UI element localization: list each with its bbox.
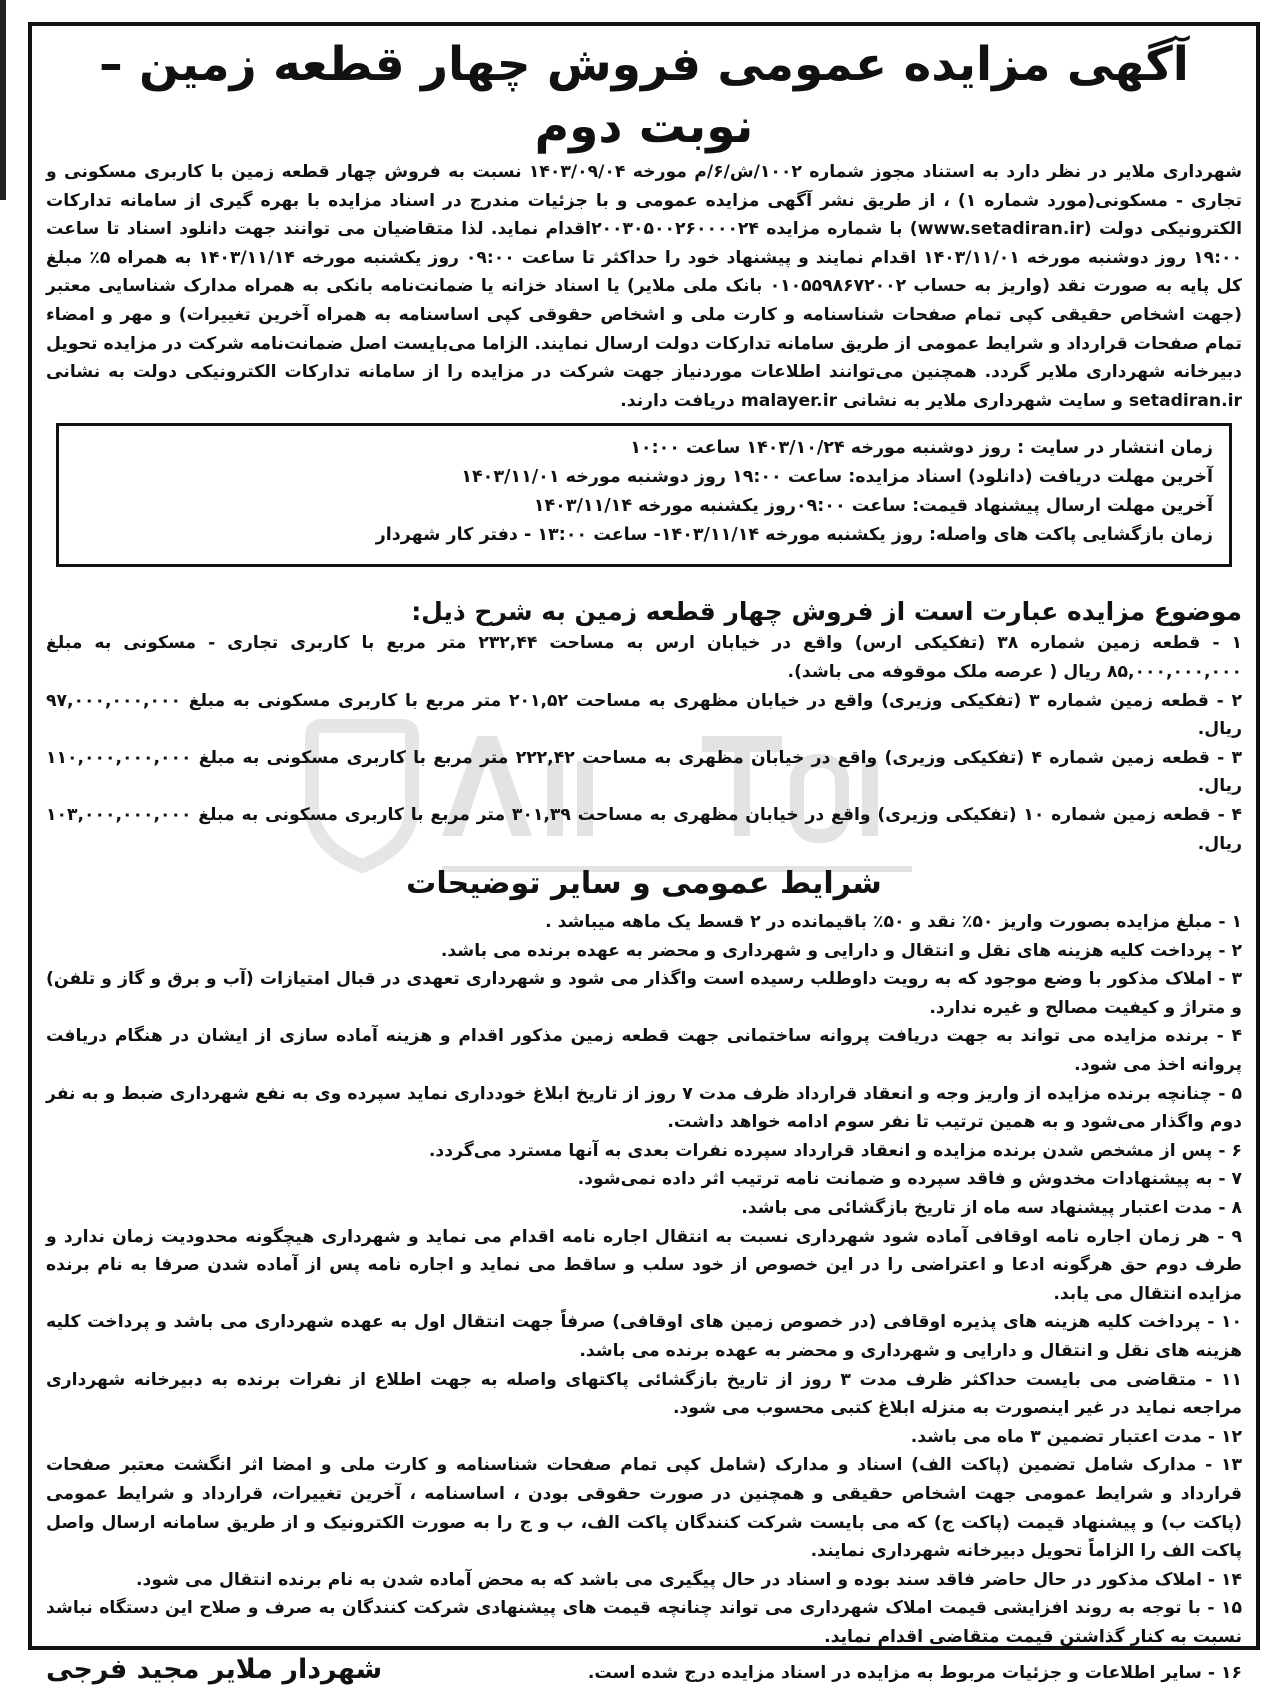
term-item: ۱ - مبلغ مزایده بصورت واریز ۵۰٪ نقد و ۵۰٪ باقیمانده در ۲ قسط یک ماهه میباشد . <box>545 912 1242 933</box>
term-item: ۲ - پرداخت کلیه هزینه های نقل و انتقال و دارایی و شهرداری و محضر به عهده برنده می باشد. <box>440 940 1242 961</box>
terms-heading: شرایط عمومی و سایر توضیحات <box>406 866 882 902</box>
ad-content <box>46 34 1242 1688</box>
mayor-signature: شهردار ملایر مجید فرجی <box>46 1653 383 1685</box>
term-item: ۱۵ - با توجه به روند افزایشی قیمت املاک شهرداری می تواند چنانچه قیمت های پیشنهادی شرکت کنندگان به صرف و صلاح این دستگاه نباشد نسبت به کنار گذاشتن قیمت متقاضی اقدام نماید. <box>46 1598 1242 1647</box>
ad-title: آگهی مزایده عمومی فروش چهار قطعه زمین – نوبت دوم <box>99 37 1189 154</box>
term-item: ۱۶ - سایر اطلاعات و جزئیات مربوط به مزایده در اسناد مزایده درج شده است. <box>587 1662 1242 1683</box>
parcel-item: ۲ - قطعه زمین شماره ۳ (تفکیکی وزیری) واقع در خیابان مظهری به مساحت ۲۰۱,۵۲ متر مربع با کاربری مسکونی به مبلغ ۹۷,۰۰۰,۰۰۰,۰۰۰ ریال. <box>46 690 1242 740</box>
term-item: ۱۳ - مدارک شامل تضمین (پاکت الف) اسناد و مدارک (شامل کپی تمام صفحات شناسنامه و کارت ملی و امضا اثر انگشت معتبر صفحات قرارداد و شرایط عمومی جهت اشخاص حقیقی و همچنین در صورت حقوقی بودن ، اساسنامه ، آخرین تغییرات، قرارداد و شرایط عمومی (پاکت ب) و پیشنهاد قیمت (پاکت ج) که می بایست شرکت کنندگان پاکت الف، ب و ج را به صورت الکترونیک و از طریق سامانه ارسال واصل پاکت الف را الزاماً تحویل دبیرخانه شهرداری نمایند. <box>46 1455 1242 1562</box>
final-row <box>46 1652 1242 1688</box>
parcel-item: ۳ - قطعه زمین شماره ۴ (تفکیکی وزیری) واقع در خیابان مظهری به مساحت ۲۲۲,۴۲ متر مربع با کاربری مسکونی به مبلغ ۱۱۰,۰۰۰,۰۰۰,۰۰۰ ریال. <box>46 747 1242 797</box>
schedule-item: زمان بازگشایی پاکت های واصله: روز یکشنبه مورخه ۱۴۰۳/۱۱/۱۴- ساعت ۱۳:۰۰ - دفتر کار شهردار <box>375 525 1213 546</box>
term-item: ۱۰ - پرداخت کلیه هزینه های پذیره اوقافی (در خصوص زمین های اوقافی) صرفاً جهت انتقال اول به عهده شهرداری می باشد و پرداخت کلیه هزینه های نقل و انتقال و دارایی و شهرداری و محضر به عهده برنده می باشد. <box>46 1312 1242 1361</box>
term-item: ۱۱ - متقاضی می بایست حداکثر ظرف مدت ۳ روز از تاریخ بازگشائی پاکتهای واصله به جهت اطلاع از نفرات برنده به دبیرخانه شهرداری مراجعه نماید در غیر اینصورت به منزله ابلاغ کتبی محسوب می شود. <box>46 1369 1242 1419</box>
term-item: ۹ - هر زمان اجاره نامه اوقافی آماده شود شهرداری نسبت به انتقال اجاره نامه اقدام می نماید و شهرداری هیچگونه محدودیت زمان ندارد و طرف دوم حق هرگونه ادعا و اعتراضی را در این خصوص از خود سلب و ساقط می نماید و اجاره نامه پس از آماده شدن صرفا به نام برنده مزایده انتقال می یابد. <box>46 1226 1242 1304</box>
term-item: ۵ - چنانچه برنده مزایده از واریز وجه و انعقاد قرارداد ظرف مدت ۷ روز از تاریخ ابلاغ خودداری نماید سپرده وی به نفع شهرداری ضبط و به نفر دوم واگذار می‌شود و به همین ترتیب تا نفر سوم ادامه خواهد داشت. <box>46 1083 1242 1133</box>
term-item: ۷ - به پیشنهادات مخدوش و فاقد سپرده و ضمانت نامه ترتیب اثر داده نمی‌شود. <box>577 1169 1242 1190</box>
schedule-item: زمان انتشار در سایت : روز دوشنبه مورخه ۱۴۰۳/۱۰/۲۴ ساعت ۱۰:۰۰ <box>630 438 1213 459</box>
subject-heading: موضوع مزایده عبارت است از فروش چهار قطعه زمین به شرح ذیل: <box>411 597 1242 627</box>
term-item: ۱۴ - املاک مذکور در حال حاضر فاقد سند بوده و اسناد در حال پیگیری می باشد که به محض آماده شدن به نام برنده انتقال می شود. <box>135 1569 1242 1590</box>
term-item: ۳ - املاک مذکور با وضع موجود که به رویت داوطلب رسیده است واگذار می شود و شهرداری تعهدی در قبال امتیازات (آب و برق و گاز و تلفن) و متراژ و کیفیت مصالح و غیره ندارد. <box>46 969 1242 1018</box>
parcel-item: ۴ - قطعه زمین شماره ۱۰ (تفکیکی وزیری) واقع در خیابان مظهری به مساحت ۳۰۱,۳۹ متر مربع با کاربری مسکونی به مبلغ ۱۰۳,۰۰۰,۰۰۰,۰۰۰ ریال. <box>46 804 1242 854</box>
term-item: ۶ - پس از مشخص شدن برنده مزایده و انعقاد قرارداد سپرده نفرات بعدی به آنها مسترد می‌گردد. <box>428 1140 1242 1161</box>
parcel-item: ۱ - قطعه زمین شماره ۳۸ (تفکیکی ارس) واقع در خیابان ارس به مساحت ۲۳۲,۴۴ متر مربع با کاربری تجاری - مسکونی به مبلغ ۸۵,۰۰۰,۰۰۰,۰۰۰ ریال ( عرصه ملک موقوفه می باشد). <box>46 633 1242 682</box>
advertisement-frame <box>28 22 1260 1685</box>
term-item: ۸ - مدت اعتبار پیشنهاد سه ماه از تاریخ بازگشائی می باشد. <box>741 1198 1242 1219</box>
term-item: ۴ - برنده مزایده می تواند به جهت دریافت پروانه ساختمانی جهت قطعه زمین مذکور اقدام و هزینه آماده سازی از ایشان در هنگام دریافت پروانه اخذ می شود. <box>46 1026 1242 1076</box>
adjacent-column-edge <box>0 0 6 200</box>
schedule-item: آخرین مهلت دریافت (دانلود) اسناد مزایده: ساعت ۱۹:۰۰ روز دوشنبه مورخه ۱۴۰۳/۱۱/۰۱ <box>461 467 1213 488</box>
schedule-box <box>56 423 1232 567</box>
term-item: ۱۲ - مدت اعتبار تضمین ۳ ماه می باشد. <box>910 1426 1242 1447</box>
intro-paragraph: شهرداری ملایر در نظر دارد به استناد مجوز شماره ۱۰۰۲/ش/۶/م مورخه ۱۴۰۳/۰۹/۰۴ نسبت به فروش چهار قطعه زمین با کاربری مسکونی و تجاری - مسکونی(مورد شماره ۱) ، از طریق نشر آگهی مزایده عمومی و با جزئیات مندرج در اسناد مزایده با بهره گیری از سامانه تدارکات الکترونیکی دولت (www.setadiran.ir) با شماره مزایده ۲۰۰۳۰۵۰۰۲۶۰۰۰۰۲۴اقدام نماید. لذا متقاضیان می توانند جهت دانلود اسناد تا ساعت ۱۹:۰۰ روز دوشنبه مورخه ۱۴۰۳/۱۱/۰۱ اقدام نمایند و پیشنهاد خود را حداکثر تا ساعت ۰۹:۰۰ روز یکشنبه مورخه ۱۴۰۳/۱۱/۱۴ به همراه ۵٪ مبلغ کل پایه به صورت نقد (واریز به حساب ۰۱۰۵۵۹۸۶۷۲۰۰۲ بانک ملی ملایر) یا اسناد خزانه یا ضمانت‌نامه بانکی به همراه مدارک شناسایی معتبر (جهت اشخاص حقیقی کپی تمام صفحات شناسنامه و کارت ملی و اشخاص حقوقی کپی اساسنامه به همراه آخرین تغییرات) و مهر و امضاء تمام صفحات قرارداد و شرایط عمومی از طریق سامانه تدارکات دولت ارسال نمایند. الزاما می‌بایست اصل ضمانت‌نامه شرکت در مزایده تحویل دبیرخانه شهرداری ملایر گردد. همچنین می‌توانند اطلاعات موردنیاز جهت شرکت در مزایده را از سامانه تدارکات الکترونیکی دولت به نشانی setadiran.ir و سایت شهرداری ملایر به نشانی malayer.ir دریافت دارند. <box>46 162 1243 411</box>
schedule-item: آخرین مهلت ارسال پیشنهاد قیمت: ساعت ۰۹:۰۰روز یکشنبه مورخه ۱۴۰۳/۱۱/۱۴ <box>533 496 1213 517</box>
